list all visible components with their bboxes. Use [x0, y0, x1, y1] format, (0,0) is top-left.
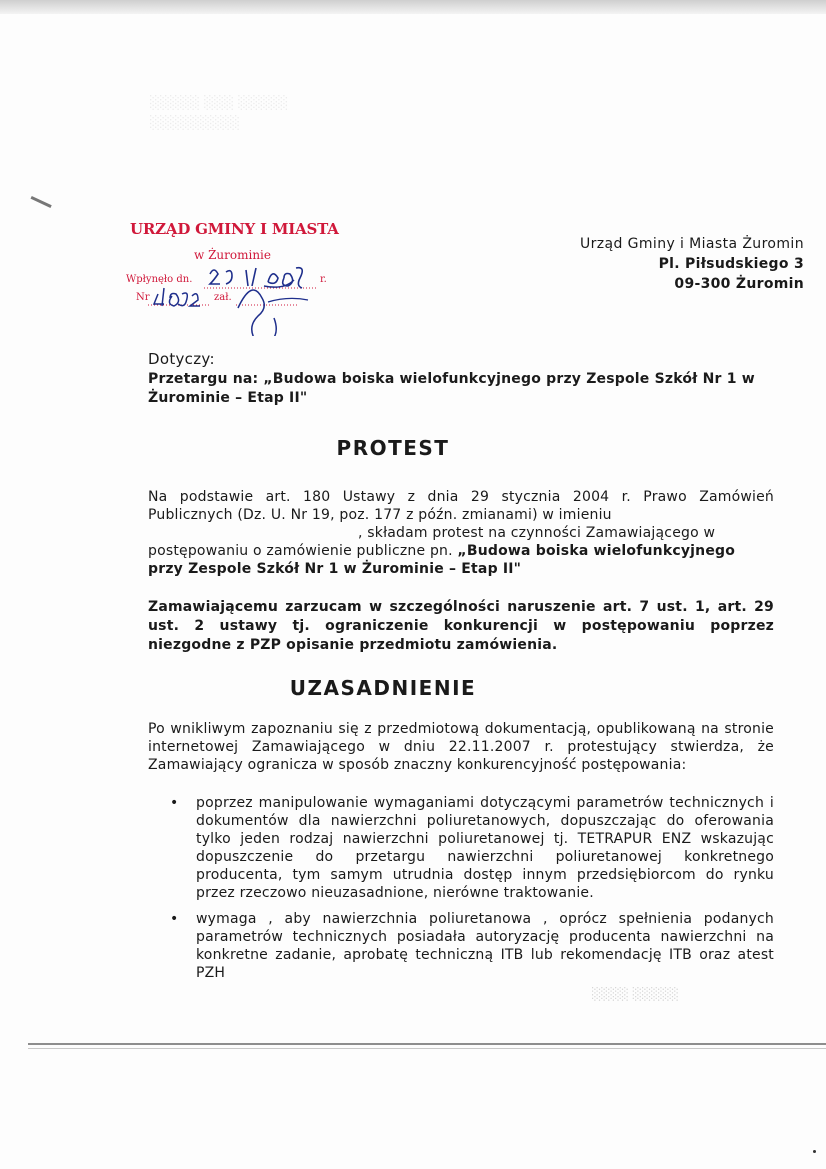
scan-mark	[26, 196, 51, 217]
justification-list	[168, 794, 774, 990]
list-item	[168, 794, 774, 902]
protest-paragraph	[148, 488, 774, 578]
scan-shadow	[0, 0, 826, 14]
bleed-through-text: ░░░░░░░░░	[150, 116, 240, 131]
stamp-number-label: Nr	[136, 292, 150, 303]
stamp-number-value	[158, 286, 161, 287]
stamp-received-date	[212, 260, 218, 261]
protest-line: Na podstawie art. 180 Ustawy z dnia 29 stycznia 2004 r. Prawo Zamówień	[148, 489, 774, 505]
subject-text: Przetargu na: „Budowa boiska wielofunkcyjnego przy Zespole Szkół Nr 1 w Żurominie – Etap II"	[148, 371, 755, 406]
protest-line: , składam protest na czynności Zamawiającego w	[358, 525, 716, 541]
protest-line-bold: przy Zespole Szkół Nr 1 w Żurominie – Etap II"	[148, 561, 522, 577]
registry-stamp	[118, 216, 348, 336]
stamp-received-suffix: r.	[320, 274, 327, 285]
stamp-attachments-label: zał.	[214, 292, 232, 303]
addressee-block	[580, 234, 804, 294]
protest-heading: PROTEST	[336, 436, 450, 460]
protest-line: postępowaniu o zamówienie publiczne pn.	[148, 543, 458, 559]
justification-heading: UZASADNIENIE	[289, 676, 477, 700]
protest-line-wrap	[148, 542, 774, 560]
page-divider-shadow	[28, 1048, 826, 1049]
scan-speck	[813, 1150, 816, 1153]
bullet-icon: •	[170, 911, 179, 927]
addressee-name: Urząd Gminy i Miasta Żuromin	[579, 236, 804, 252]
page-divider	[28, 1043, 826, 1045]
list-item-text: wymaga , aby nawierzchnia poliuretanowa , oprócz spełnienia podanych parametrów technicznych posiadała autoryzację producenta nawierzchni na konkretne zadanie, aprobatę techniczną ITB lub rekomendację ITB oraz atest PZH	[196, 911, 774, 981]
addressee-street: Pl. Piłsudskiego 3	[658, 256, 804, 272]
justification-intro: Po wnikliwym zapoznaniu się z przedmiotową dokumentacją, opublikowaną na stronie internetowej Zamawiającego w dniu 22.11.2007 r. protestujący stwierdza, że Zamawiający ogranicza w sposób znaczny konkurencyjność postępowania:	[148, 721, 774, 773]
accusation-paragraph: Zamawiającemu zarzucam w szczególności naruszenie art. 7 ust. 1, art. 29 ust. 2 ustawy tj. ograniczenie konkurencji w postępowaniu poprzez niezgodne z PZP opisanie przedmiotu zamówienia.	[148, 599, 774, 653]
stamp-city: w Żurominie	[194, 248, 271, 262]
subject-label: Dotyczy:	[148, 350, 215, 368]
addressee-postal: 09-300 Żuromin	[674, 276, 804, 292]
list-item-text: poprzez manipulowanie wymaganiami dotyczącymi parametrów technicznych i dokumentów dla nawierzchni poliuretanowych, dopuszczając do oferowania tylko jeden rodzaj nawierzchni poliuretanowej tj. TETRAPUR ENZ wskazując dopuszczenie do przetargu nawierzchni poliuretanowej konkretnego producenta, tym samym utrudnia dostęp innym przedsiębiorcom do rynku przez rzeczowo nieuzasadnione, nierówne traktowanie.	[196, 795, 774, 901]
bleed-through-signature: ░░░░ ░░░░░	[592, 987, 679, 1001]
stamp-received-label: Wpłynęło dn.	[126, 274, 193, 285]
protest-line: Publicznych (Dz. U. Nr 19, poz. 177 z późn. zmianami) w imieniu	[148, 507, 612, 523]
bullet-icon: •	[170, 795, 179, 811]
stamp-office-name: URZĄD GMINY I MIASTA	[130, 220, 339, 238]
bleed-through-text: ░░░░░ ░░░ ░░░░░	[150, 96, 289, 111]
list-item	[168, 910, 774, 982]
protest-line-bold: „Budowa boiska wielofunkcyjnego	[457, 543, 736, 559]
